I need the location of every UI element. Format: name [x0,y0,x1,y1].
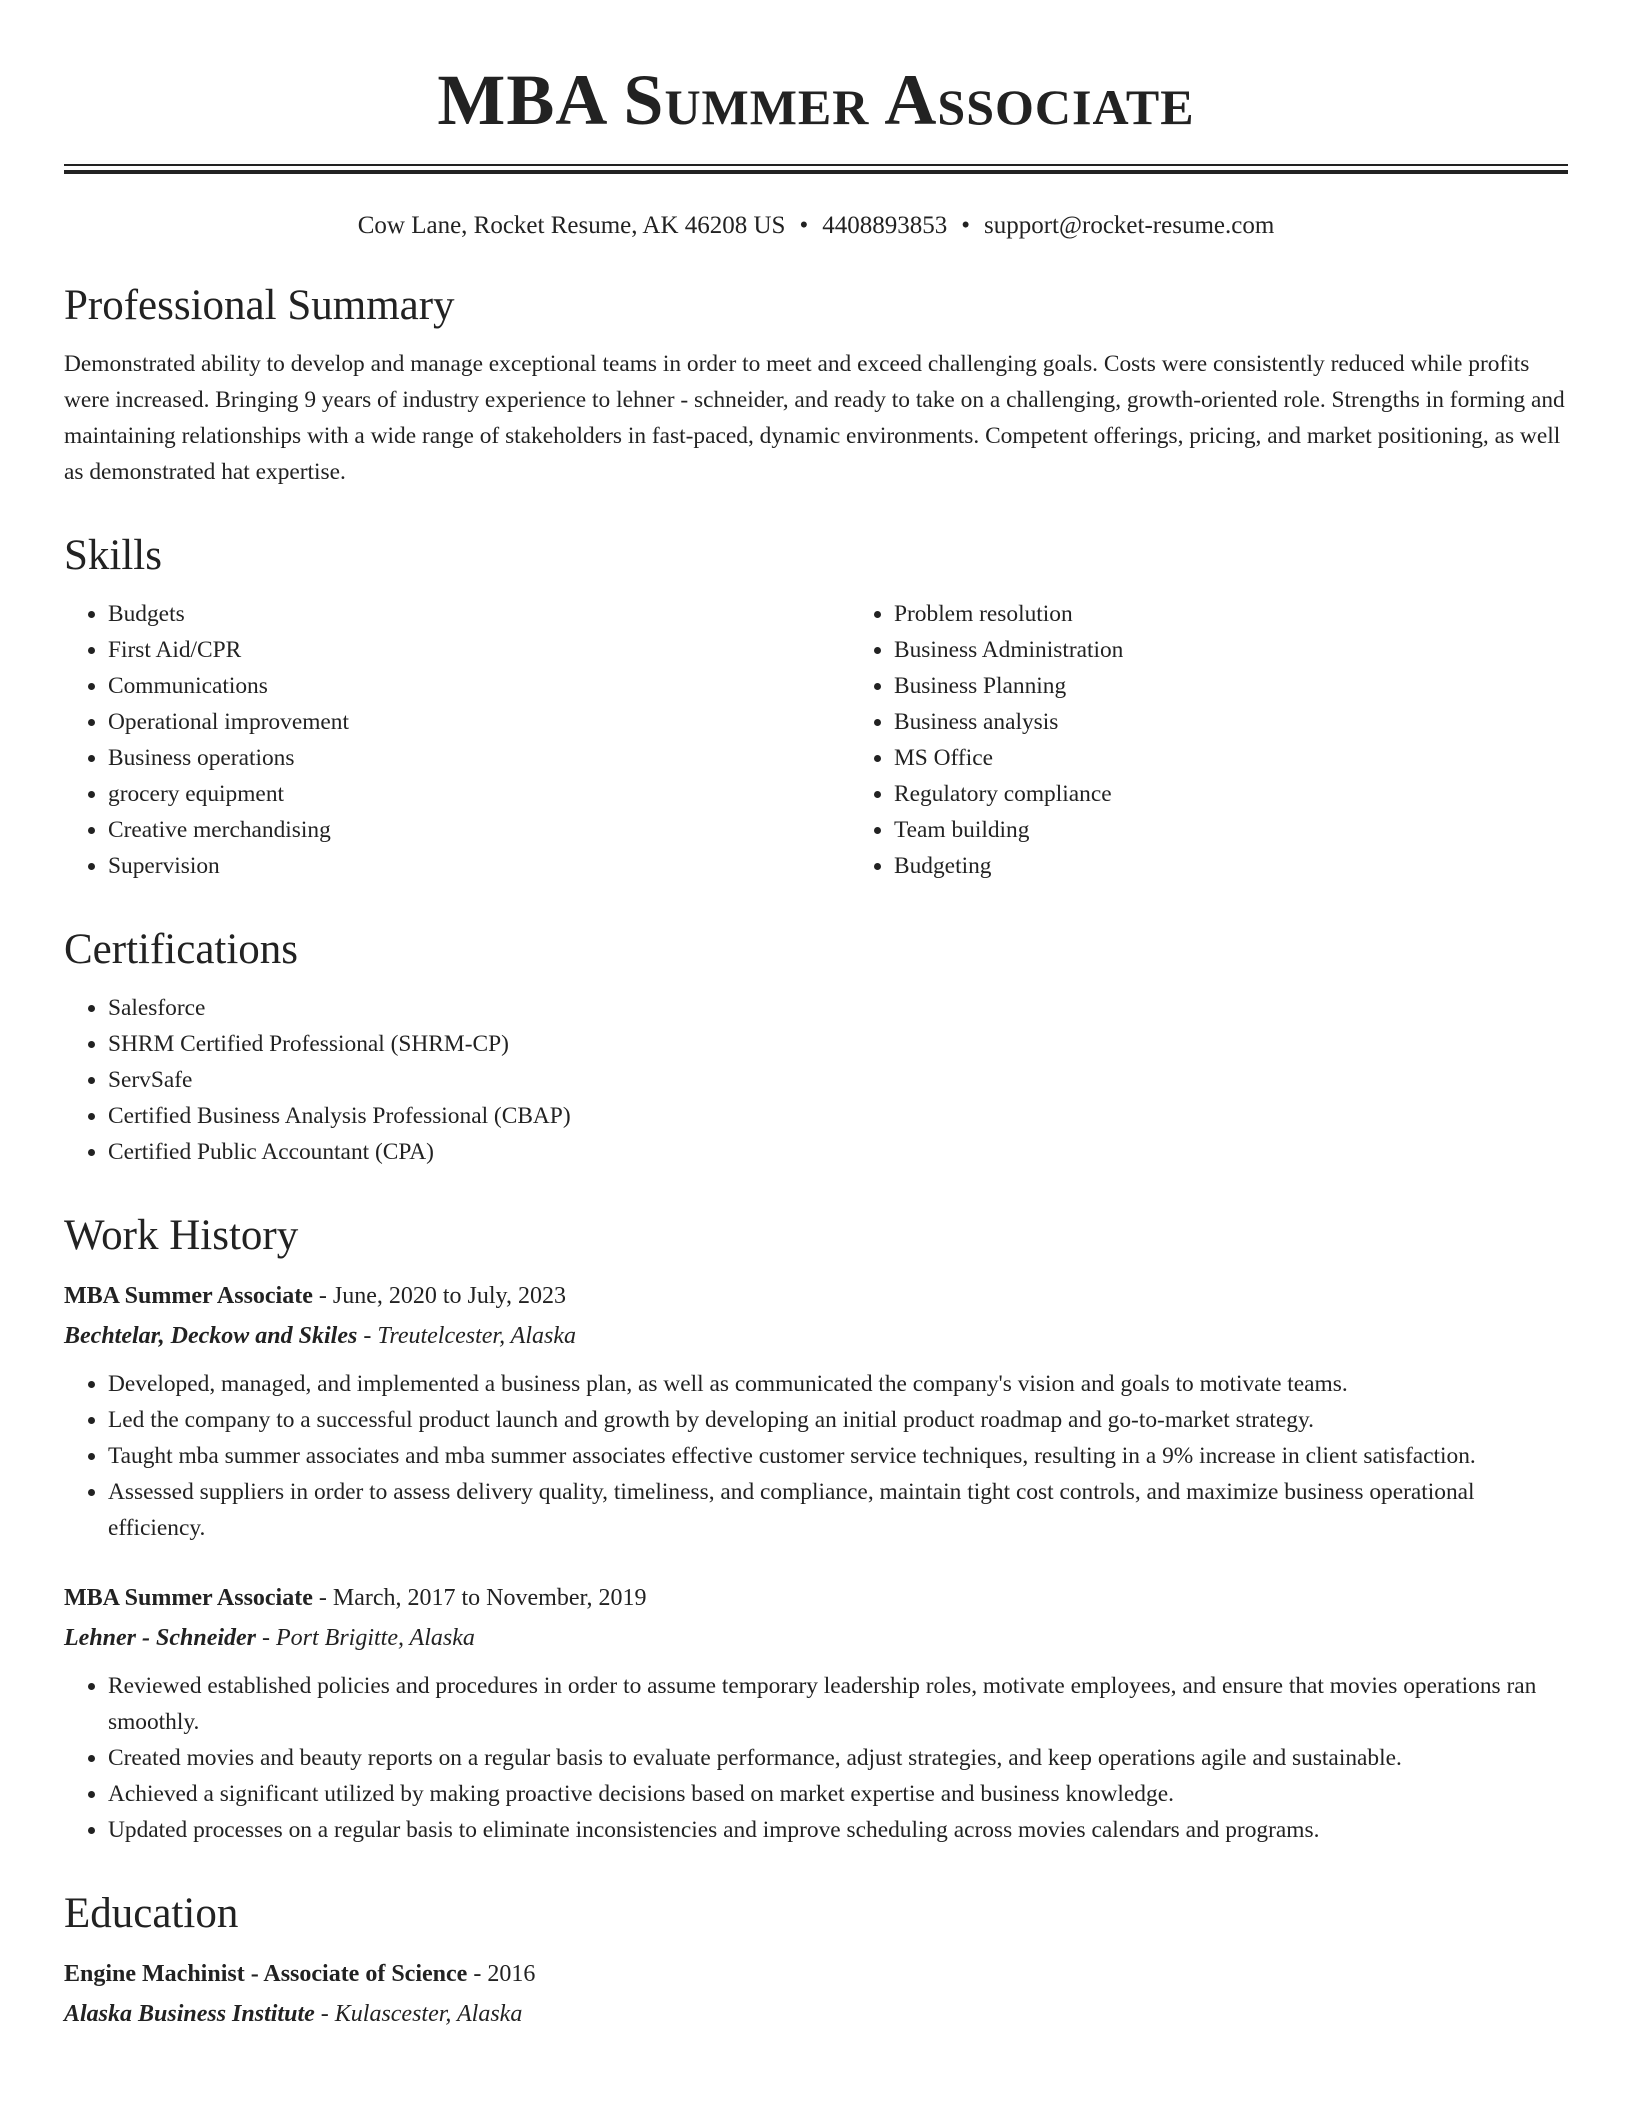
job-dates: March, 2017 to November, 2019 [332,1585,647,1611]
education-school: Alaska Business Institute [64,2001,315,2027]
job-title: MBA Summer Associate [64,1585,313,1611]
education-year: 2016 [487,1961,536,1987]
job-entry [64,1276,1568,1546]
contact-line [64,210,1568,242]
skill-item: • Business Planning [894,668,1568,704]
education-degree-line: Engine Machinist - Associate of Science - 2016 [64,1961,536,1987]
skill-item: • Team building [894,812,1568,848]
job-bullet: • Updated processes on a regular basis to eliminate inconsistencies and improve scheduling across movies calendars and programs. [108,1812,1568,1848]
skill-item: • Budgets [108,596,850,632]
contact-phone[interactable]: 4408893853 [822,212,948,239]
certifications-section [64,924,1568,1170]
certification-item: • Certified Business Analysis Professional (CBAP) [108,1098,1568,1134]
skills-heading: Skills [64,532,162,579]
skill-item: • Communications [108,668,850,704]
job-bullet: • Assessed suppliers in order to assess delivery quality, timeliness, and compliance, maintain tight cost controls, and maximize business operational efficiency. [108,1474,1568,1546]
work-history-section [64,1210,1568,1848]
job-title-line: MBA Summer Associate - June, 2020 to July, 2023 [64,1283,566,1309]
education-entry [64,1954,1568,2034]
skill-item: • First Aid/CPR [108,632,850,668]
work-history-heading: Work History [64,1212,299,1259]
job-dates: June, 2020 to July, 2023 [332,1283,566,1309]
job-location: Treutelcester, Alaska [377,1323,576,1349]
education-location: Kulascester, Alaska [334,2001,523,2027]
skills-list-left [64,596,850,884]
job-bullet: • Created movies and beauty reports on a regular basis to evaluate performance, adjust strategies, and keep operations agile and sustainable. [108,1740,1568,1776]
job-company: Bechtelar, Deckow and Skiles [64,1323,358,1349]
job-title: MBA Summer Associate [64,1283,313,1309]
skill-item: • MS Office [894,740,1568,776]
skill-item: • Budgeting [894,848,1568,884]
job-company: Lehner - Schneider [64,1625,256,1651]
resume-title: MBA Summer Associate [437,60,1195,140]
job-bullet: • Achieved a significant utilized by making proactive decisions based on market expertise and business knowledge. [108,1776,1568,1812]
skill-item: • Business Administration [894,632,1568,668]
summary-text: Demonstrated ability to develop and manage exceptional teams in order to meet and exceed challenging goals. Costs were consistently reduced while profits were increased. Bringing 9 years of industry experience to lehner - schneider, and ready to take on a challenging, growth-oriented role. Strengths in forming and maintaining relationships with a wide range of stakeholders in fast-paced, dynamic environments. Competent offerings, pricing, and market positioning, as well as demonstrated hat expertise. [64,351,1565,485]
education-section [64,1888,1568,2034]
education-heading: Education [64,1890,239,1937]
skill-item: • Problem resolution [894,596,1568,632]
skill-item: • Operational improvement [108,704,850,740]
contact-email[interactable]: support@rocket-resume.com [983,212,1275,239]
skill-item: • Creative merchandising [108,812,850,848]
job-company-line: Lehner - Schneider - Port Brigitte, Alaska [64,1625,475,1651]
job-title-line: MBA Summer Associate - March, 2017 to November, 2019 [64,1585,647,1611]
job-bullets [64,1668,1568,1848]
skills-section [64,530,1568,884]
certifications-list [64,990,1568,1170]
skill-item: • Supervision [108,848,850,884]
summary-section [64,280,1568,490]
job-location: Port Brigitte, Alaska [276,1625,475,1651]
skill-item: • grocery equipment [108,776,850,812]
contact-separator: • [961,212,970,239]
education-degree: Engine Machinist - Associate of Science [64,1961,468,1987]
summary-heading: Professional Summary [64,282,455,329]
contact-address: Cow Lane, Rocket Resume, AK 46208 US [357,212,786,239]
certification-item: • Salesforce [108,990,1568,1026]
job-bullets [64,1366,1568,1546]
certification-item: • ServSafe [108,1062,1568,1098]
contact-separator: • [799,212,809,239]
job-entry [64,1578,1568,1848]
title-divider [64,164,1568,174]
job-bullet: • Taught mba summer associates and mba summer associates effective customer service techniques, resulting in a 9% increase in client satisfaction. [108,1438,1568,1474]
skill-item: • Business operations [108,740,850,776]
certification-item: • SHRM Certified Professional (SHRM-CP) [108,1026,1568,1062]
skills-list-right [850,596,1568,884]
skills-grid [64,596,1568,884]
skill-item: • Regulatory compliance [894,776,1568,812]
education-school-line: Alaska Business Institute - Kulascester, Alaska [64,2001,523,2027]
certifications-heading: Certifications [64,926,299,973]
job-bullet: • Developed, managed, and implemented a business plan, as well as communicated the company's vision and goals to motivate teams. [108,1366,1568,1402]
skill-item: • Business analysis [894,704,1568,740]
job-bullet: • Reviewed established policies and procedures in order to assume temporary leadership roles, motivate employees, and ensure that movies operations ran smoothly. [108,1668,1568,1740]
job-bullet: • Led the company to a successful product launch and growth by developing an initial product roadmap and go-to-market strategy. [108,1402,1568,1438]
certification-item: • Certified Public Accountant (CPA) [108,1134,1568,1170]
job-company-line: Bechtelar, Deckow and Skiles - Treutelcester, Alaska [64,1323,576,1349]
